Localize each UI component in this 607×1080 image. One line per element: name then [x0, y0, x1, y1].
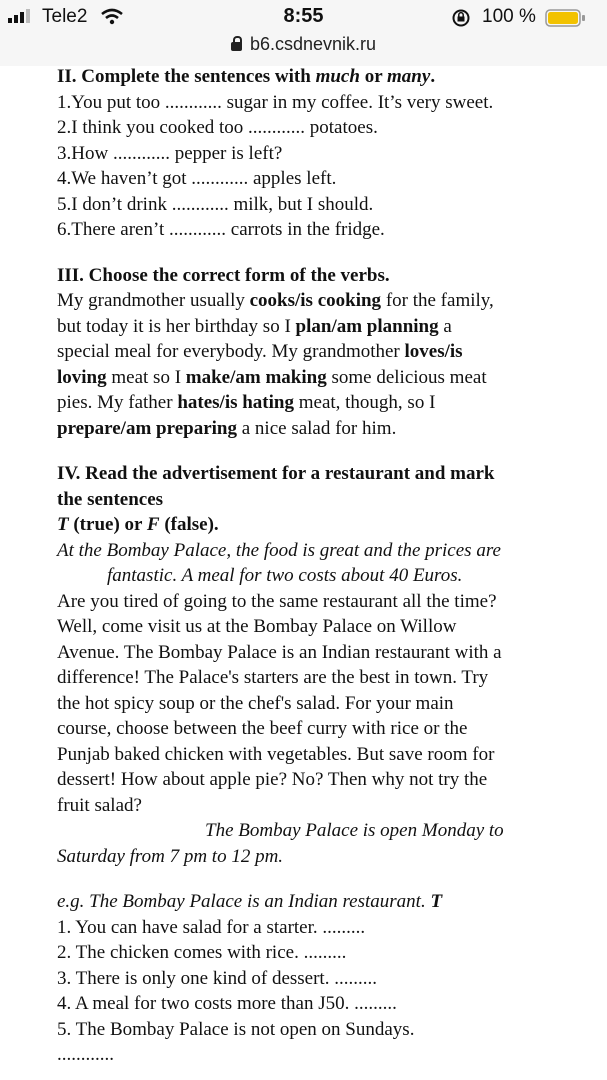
- address-bar[interactable]: [0, 34, 607, 55]
- paragraph-line: prepare/am preparing a nice salad for him.: [57, 417, 397, 439]
- battery-icon: [545, 9, 587, 27]
- ad-body-line: course, choose between the beef curry with rice or the: [57, 718, 468, 739]
- ad-headline: At the Bombay Palace, the food is great and the prices are: [57, 539, 501, 561]
- list-item: 1. You can have salad for a starter. .........: [57, 916, 366, 938]
- opening-hours: The Bombay Palace is open Monday to: [205, 820, 504, 841]
- list-item: 6.There aren’t ............ carrots in the fridge.: [57, 219, 385, 240]
- list-item: 5. The Bombay Palace is not open on Sundays.: [57, 1018, 415, 1040]
- section2-title: II. Complete the sentences with much or many.: [57, 66, 436, 87]
- section4-title-tf: T (true) or F (false).: [57, 514, 219, 535]
- section4-title-cont: the sentences: [57, 488, 164, 510]
- document-body: [57, 64, 602, 1068]
- list-item: 3. There is only one kind of dessert. .........: [57, 967, 377, 989]
- ad-body-line: Well, come visit us at the Bombay Palace on Willow: [57, 616, 457, 637]
- trailing-dots: ............: [57, 1044, 114, 1065]
- status-bar: [0, 0, 607, 66]
- carrier-name: Tele2: [42, 6, 88, 27]
- list-item: 3.How ............ pepper is left?: [57, 142, 283, 164]
- list-item: 5.I don’t drink ............ milk, but I should.: [57, 193, 374, 215]
- paragraph-line: but today it is her birthday so I plan/am planning a: [57, 315, 452, 337]
- ad-body-line: Punjab baked chicken with vegetables. But save room for: [57, 743, 495, 765]
- section3-title: III. Choose the correct form of the verbs.: [57, 264, 390, 286]
- list-item: 4.We haven’t got ............ apples left.: [57, 168, 337, 189]
- ad-body-line: fruit salad?: [57, 794, 142, 816]
- ad-body-line: difference! The Palace's starters are the best in town. Try: [57, 667, 489, 688]
- example-sentence: e.g. The Bombay Palace is an Indian restaurant. T: [57, 891, 443, 912]
- paragraph-line: loving meat so I make/am making some delicious meat: [57, 366, 487, 388]
- ad-body-line: the hot spicy soup or the chef's salad. For your main: [57, 692, 454, 714]
- list-item: 2.I think you cooked too ............ potatoes.: [57, 117, 378, 138]
- battery-percent: 100 %: [482, 6, 536, 27]
- list-item: 2. The chicken comes with rice. .........: [57, 942, 347, 963]
- paragraph-line: pies. My father hates/is hating meat, though, so I: [57, 392, 436, 413]
- url-text: b6.csdnevnik.ru: [249, 34, 377, 54]
- orientation-lock-icon: [451, 8, 471, 28]
- list-item: 1.You put too ............ sugar in my coffee. It’s very sweet.: [57, 91, 494, 113]
- section4-title: IV. Read the advertisement for a restaurant and mark: [57, 463, 495, 484]
- ad-body-line: Avenue. The Bombay Palace is an Indian restaurant with a: [57, 641, 502, 663]
- ad-headline-cont: fantastic. A meal for two costs about 40 Euros.: [107, 565, 463, 586]
- opening-hours-cont: Saturday from 7 pm to 12 pm.: [57, 845, 284, 867]
- ad-body-line: Are you tired of going to the same restaurant all the time?: [57, 590, 497, 612]
- paragraph-line: My grandmother usually cooks/is cooking for the family,: [57, 290, 494, 311]
- list-item: 4. A meal for two costs more than J50. .........: [57, 993, 397, 1014]
- clock-time: 8:55: [283, 5, 324, 27]
- lock-icon: [231, 42, 242, 51]
- ad-body-line: dessert! How about apple pie? No? Then why not try the: [57, 769, 488, 790]
- paragraph-line: special meal for everybody. My grandmother loves/is: [57, 341, 463, 362]
